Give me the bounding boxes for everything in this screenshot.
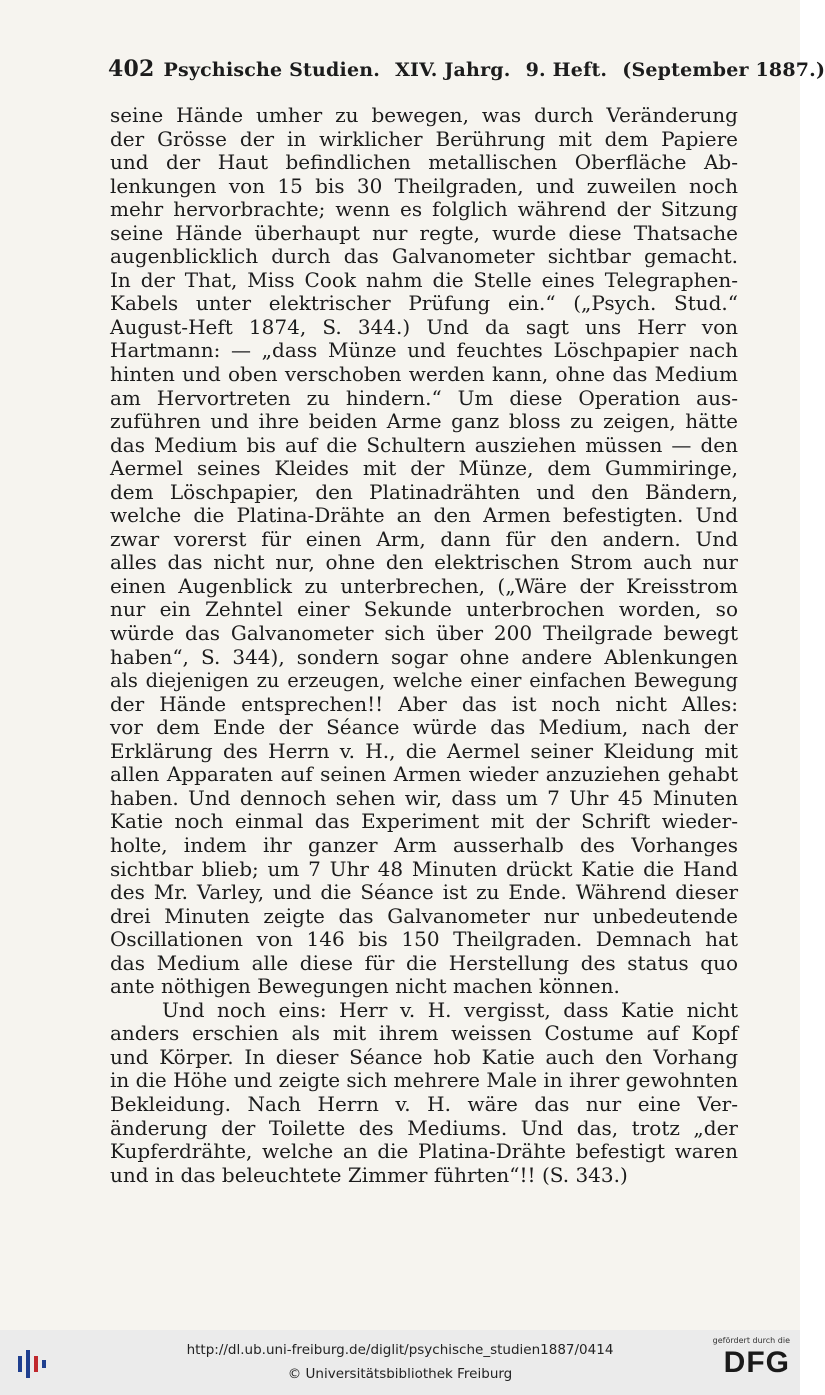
- text-line: Hartmann: — „dass Münze und feuchtes Löschpapier nach: [110, 338, 738, 363]
- paragraph-end-line: ante nöthigen Bewegungen nicht machen können.: [110, 974, 620, 999]
- text-line: und der Haut befindlichen metallischen Oberfläche Ab-: [110, 150, 738, 175]
- text-line: In der That, Miss Cook nahm die Stelle eines Telegraphen-: [110, 267, 738, 292]
- text-line: Katie noch einmal das Experiment mit der Schrift wieder-: [110, 809, 738, 834]
- text-line: vor dem Ende der Séance würde das Medium, nach der: [110, 715, 738, 740]
- viewer-footer: [0, 1330, 800, 1395]
- text-line: des Mr. Varley, und die Séance ist zu Ende. Während dieser: [110, 880, 738, 905]
- text-line: allen Apparaten auf seinen Armen wieder anzuziehen gehabt: [110, 762, 738, 787]
- text-line: Oscillationen von 146 bis 150 Theilgraden. Demnach hat: [110, 927, 738, 952]
- text-line: Aermel seines Kleides mit der Münze, dem Gummiringe,: [110, 456, 738, 481]
- text-line: lenkungen von 15 bis 30 Theilgraden, und zuweilen noch: [110, 173, 738, 198]
- text-line: einen Augenblick zu unterbrechen, („Wäre der Kreisstrom: [110, 573, 738, 598]
- text-line: am Hervortreten zu hindern.“ Um diese Operation aus-: [110, 385, 738, 410]
- text-line: zwar vorerst für einen Arm, dann für den andern. Und: [110, 526, 738, 551]
- copyright-notice: © Universitätsbibliothek Freiburg: [287, 1366, 513, 1382]
- text-line: Erklärung des Herrn v. H., die Aermel seiner Kleidung mit: [110, 738, 738, 763]
- text-line: Bekleidung. Nach Herrn v. H. wäre das nur eine Ver-: [110, 1091, 738, 1116]
- text-line: würde das Galvanometer sich über 200 Theilgrade bewegt: [110, 621, 738, 646]
- page-number: 402: [108, 56, 155, 82]
- text-line: zuführen und ihre beiden Arme ganz bloss zu zeigen, hätte: [110, 409, 738, 434]
- text-line: drei Minuten zeigte das Galvanometer nur unbedeutende: [110, 903, 738, 928]
- issue-label: 9. Heft.: [525, 59, 608, 81]
- text-line: änderung der Toilette des Mediums. Und das, trotz „der: [110, 1115, 738, 1140]
- text-line: der Grösse der in wirklicher Berührung mit dem Papiere: [110, 126, 738, 151]
- text-line: seine Hände umher zu bewegen, was durch Veränderung: [110, 103, 738, 127]
- text-line: sichtbar blieb; um 7 Uhr 48 Minuten drückt Katie die Hand: [110, 856, 738, 881]
- text-line: der Hände entsprechen!! Aber das ist noch nicht Alles:: [110, 691, 738, 716]
- volume-label: XIV. Jahrg.: [395, 59, 511, 81]
- text-line: Kabels unter elektrischer Prüfung ein.“ („Psych. Stud.“: [110, 291, 738, 316]
- body-text: [110, 104, 738, 1187]
- journal-title: Psychische Studien.: [163, 59, 381, 81]
- text-line: alles das nicht nur, ohne den elektrischen Strom auch nur: [110, 550, 738, 575]
- text-line: das Medium bis auf die Schultern ausziehen müssen — den: [110, 432, 738, 457]
- text-line: nur ein Zehntel einer Sekunde unterbrochen worden, so: [110, 597, 738, 622]
- permalink-url[interactable]: http://dl.ub.uni-freiburg.de/diglit/psychische_studien1887/0414: [186, 1342, 614, 1358]
- text-line: holte, indem ihr ganzer Arm ausserhalb des Vorhanges: [110, 832, 738, 857]
- text-line: augenblicklich durch das Galvanometer sichtbar gemacht.: [110, 244, 738, 269]
- text-line: mehr hervorbrachte; wenn es folglich während der Sitzung: [110, 197, 738, 222]
- text-line: August-Heft 1874, S. 344.) Und da sagt uns Herr von: [110, 314, 738, 339]
- text-line: haben. Und dennoch sehen wir, dass um 7 Uhr 45 Minuten: [110, 785, 738, 810]
- paragraph-end-line: und in das beleuchtete Zimmer führten“!! (S. 343.): [110, 1162, 628, 1187]
- dfg-logo-icon: gefördert durch die DFG: [712, 1336, 790, 1379]
- text-line: Kupferdrähte, welche an die Platina-Drähte befestigt waren: [110, 1139, 738, 1164]
- issue-date: (September 1887.): [622, 59, 825, 81]
- paragraph-start-line: Und noch eins: Herr v. H. vergisst, dass Katie nicht: [162, 997, 738, 1022]
- text-line: in die Höhe und zeigte sich mehrere Male in ihrer gewohnten: [110, 1068, 738, 1093]
- text-line: dem Löschpapier, den Platinadrähten und den Bändern,: [110, 479, 738, 504]
- text-line: das Medium alle diese für die Herstellung des status quo: [110, 950, 738, 975]
- text-line: welche die Platina-Drähte an den Armen befestigten. Und: [110, 503, 738, 528]
- text-line: hinten und oben verschoben werden kann, ohne das Medium: [110, 362, 738, 387]
- running-header: [108, 56, 825, 90]
- text-line: haben“, S. 344), sondern sogar ohne andere Ablenkungen: [110, 644, 738, 669]
- text-line: anders erschien als mit ihrem weissen Costume auf Kopf: [110, 1021, 738, 1046]
- text-line: seine Hände überhaupt nur regte, wurde diese Thatsache: [110, 220, 738, 245]
- text-line: als diejenigen zu erzeugen, welche einer einfachen Bewegung: [110, 669, 738, 693]
- text-line: und Körper. In dieser Séance hob Katie auch den Vorhang: [110, 1044, 738, 1069]
